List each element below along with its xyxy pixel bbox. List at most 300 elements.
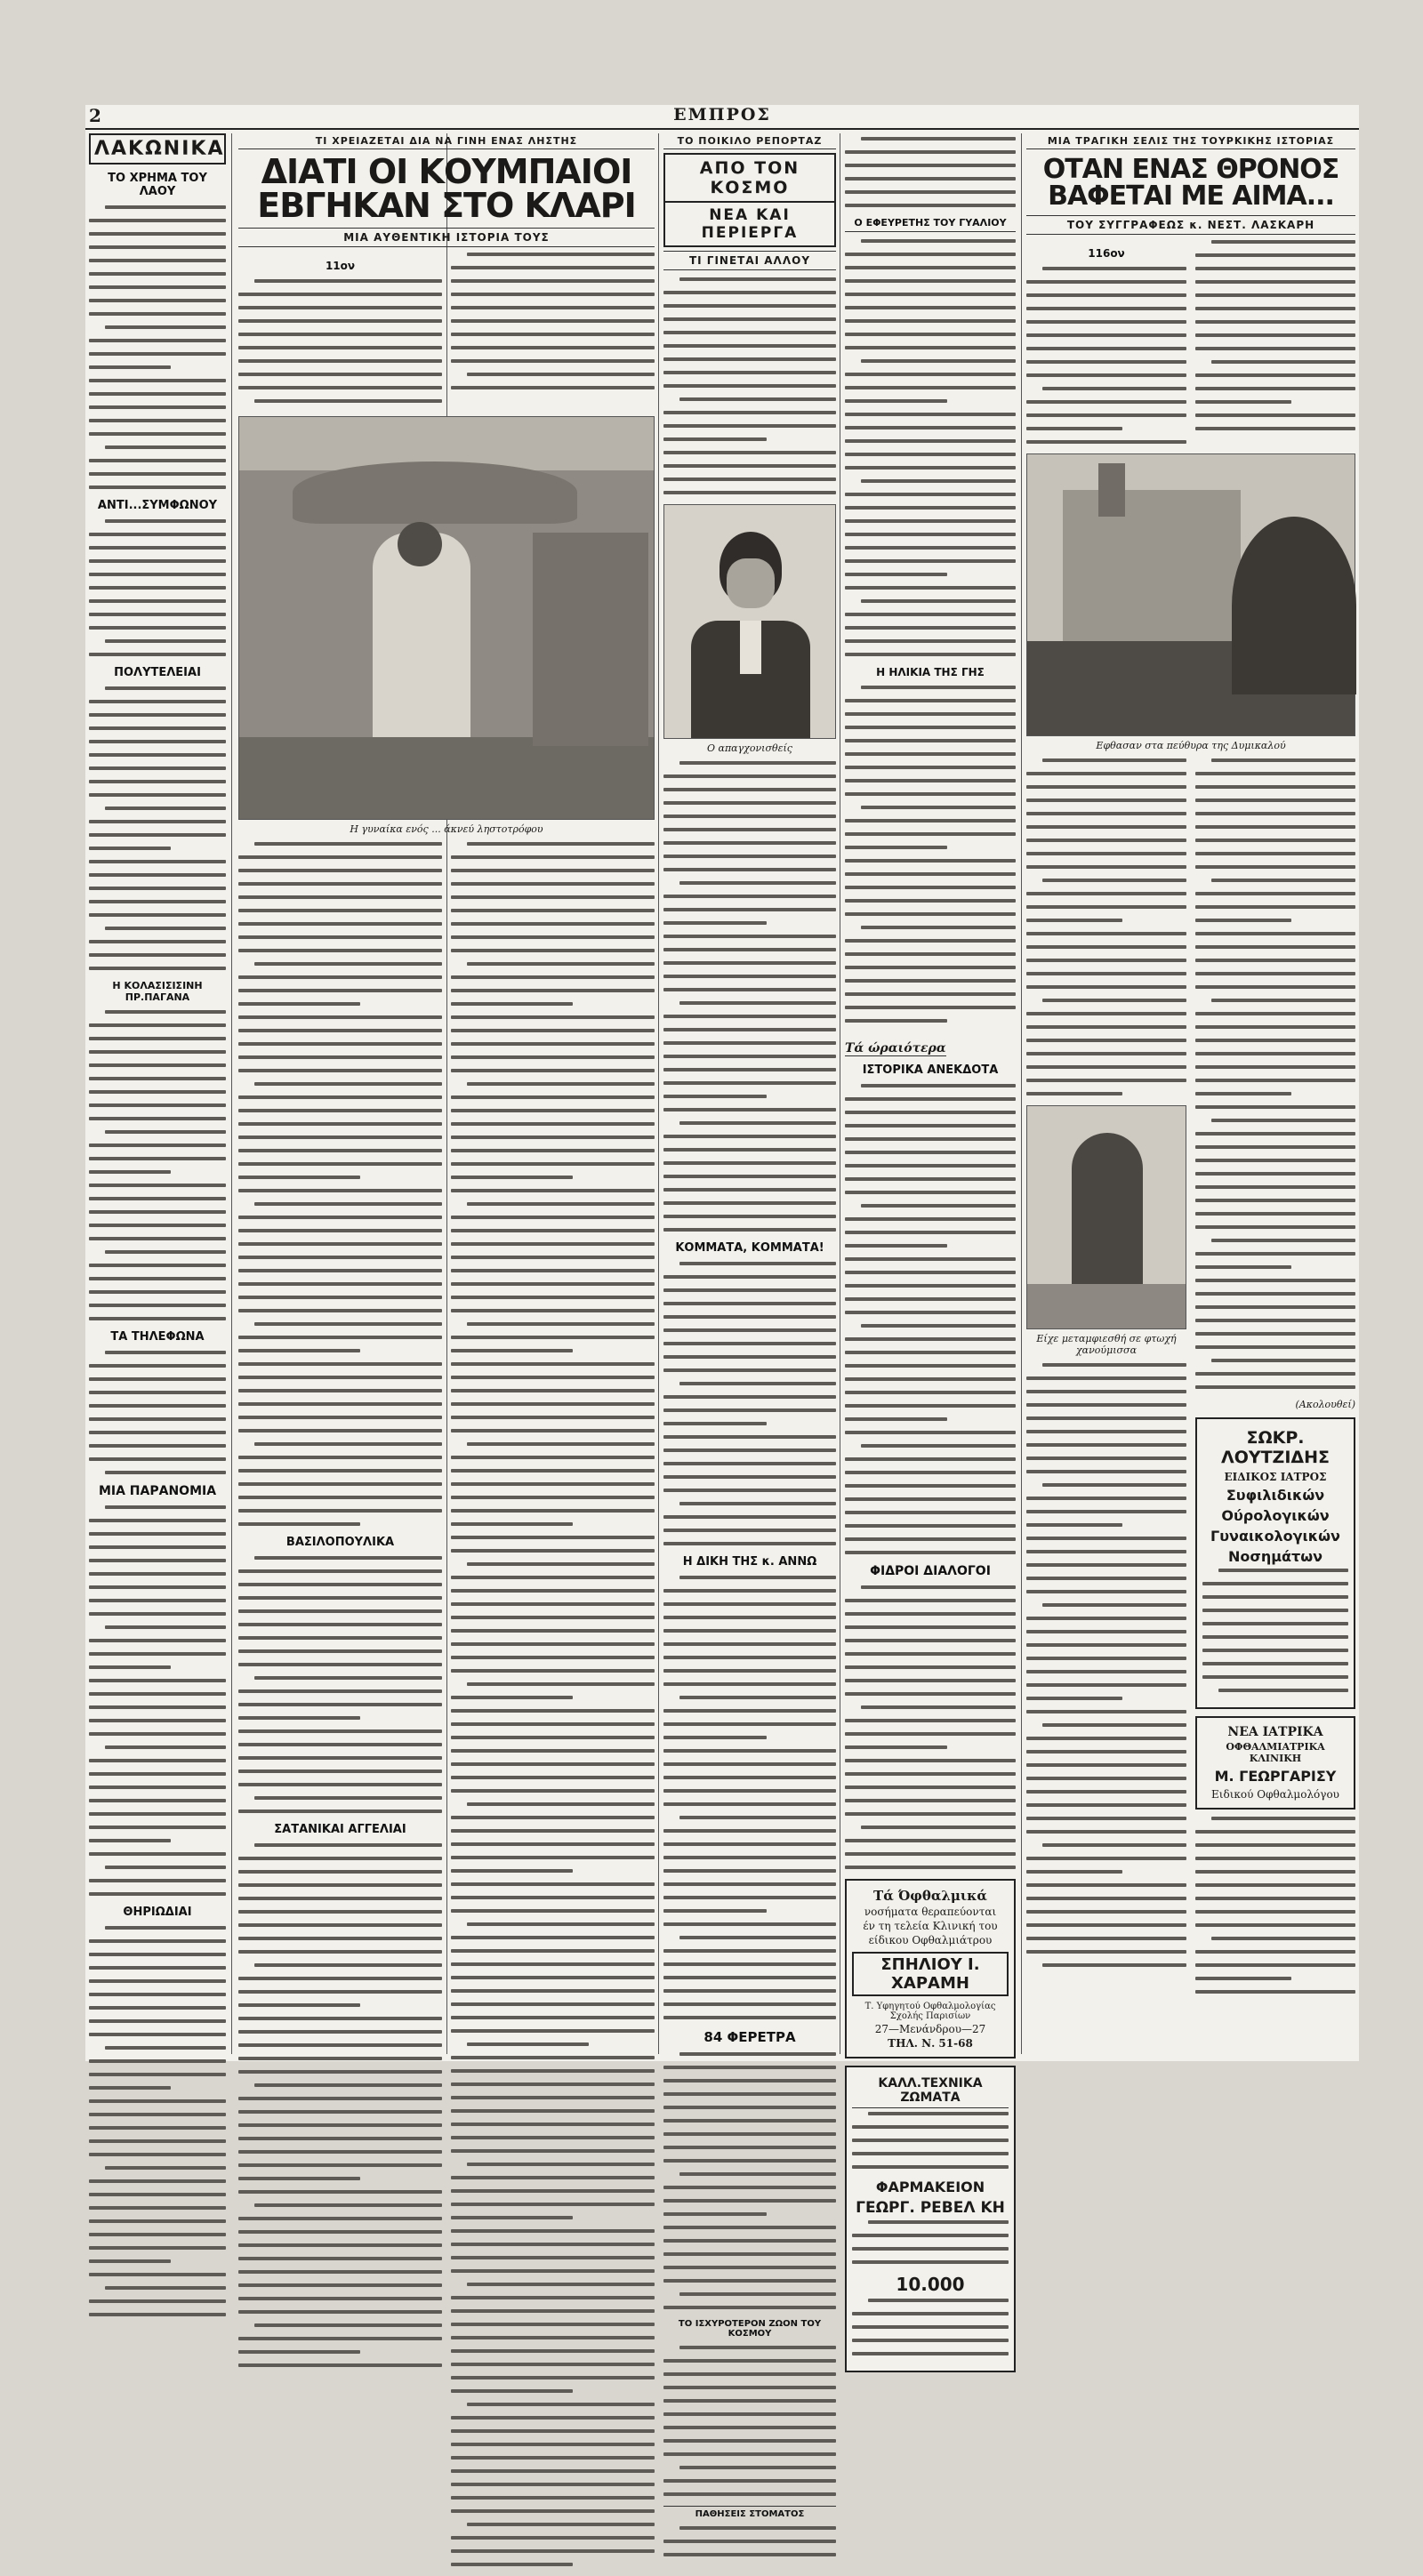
text-line <box>845 639 1016 643</box>
text-line <box>89 1063 226 1067</box>
article-heading: ΤΟ ΙΣΧΥΡΟΤΕΡΟΝ ΖΩΟΝ ΤΟΥ ΚΟΣΜΟΥ <box>678 2319 822 2339</box>
section-label: Τά ώραιότερα <box>845 1041 946 1055</box>
chapter-number: 11ον <box>325 260 356 272</box>
text-line <box>451 279 655 283</box>
text-line <box>845 752 1016 756</box>
text-line <box>451 2149 655 2153</box>
text-line <box>105 1130 226 1134</box>
text-line <box>663 1829 836 1833</box>
text-line <box>238 1883 442 1887</box>
photo-woman <box>238 416 655 820</box>
text-line <box>238 869 442 872</box>
text-line <box>451 2549 655 2553</box>
text-line <box>451 1069 655 1072</box>
text-line <box>845 586 1016 590</box>
text-line <box>845 177 1016 181</box>
text-line <box>238 2043 442 2047</box>
text-line <box>1026 1857 1186 1860</box>
text-line <box>238 1189 442 1192</box>
text-line <box>467 1922 655 1926</box>
ad-name: ΣΠΗΛΙΟΥ Ι. ΧΑΡΑΜΗ <box>852 1952 1009 1996</box>
text-line <box>89 653 226 656</box>
text-line <box>105 1866 226 1869</box>
text-line <box>663 2426 836 2429</box>
text-line <box>105 205 226 209</box>
text-line <box>89 459 226 462</box>
text-line <box>1195 1830 1355 1834</box>
text-line <box>451 1362 655 1366</box>
text-line <box>663 1656 836 1659</box>
text-line <box>1211 1359 1355 1362</box>
text-line <box>451 1242 655 1246</box>
ad-line: Γυναικολογικών <box>1210 1528 1340 1545</box>
text-line <box>89 2033 226 2036</box>
text-line <box>845 204 1016 207</box>
text-line <box>451 2429 655 2433</box>
text-line <box>679 397 836 401</box>
text-line <box>451 2216 573 2219</box>
text-line <box>861 1324 1016 1328</box>
text-line <box>89 873 226 877</box>
ad-line: είδικου Οφθαλμιάτρου <box>868 1934 993 1946</box>
text-line <box>1195 307 1355 310</box>
text-line <box>89 1317 226 1320</box>
text-line <box>89 299 226 302</box>
ad-line: ΦΑΡΜΑΚΕΙΟΝ <box>875 2179 985 2195</box>
text-line <box>89 339 226 342</box>
text-line <box>89 1979 226 1983</box>
text-line <box>845 1019 947 1023</box>
text-line <box>451 2203 655 2206</box>
text-line <box>238 1716 360 1720</box>
text-line <box>238 1769 442 1773</box>
text-line <box>1211 879 1355 882</box>
text-line <box>1026 1390 1186 1393</box>
text-line <box>1026 812 1186 815</box>
text-line <box>467 2403 655 2406</box>
text-line <box>238 1416 442 1419</box>
text-line <box>663 1302 836 1305</box>
text-line <box>254 399 442 403</box>
text-line <box>845 792 1016 796</box>
text-line <box>1026 852 1186 855</box>
text-line <box>89 1532 226 1536</box>
text-line <box>467 2283 655 2286</box>
text-line <box>451 1229 655 1232</box>
text-line <box>845 493 1016 496</box>
text-line <box>1026 307 1186 310</box>
text-line <box>1026 1630 1186 1633</box>
text-line <box>1042 1603 1186 1607</box>
text-line <box>1195 785 1355 789</box>
text-line <box>1195 1199 1355 1202</box>
text-line <box>1026 347 1186 350</box>
text-line <box>467 1322 655 1326</box>
article-heading: ΚΟΜΜΑΤΑ, ΚΟΜΜΑΤΑ! <box>675 1241 824 1255</box>
article-text <box>238 279 442 403</box>
text-line <box>1195 400 1291 404</box>
text-line <box>1026 1376 1186 1380</box>
text-line <box>1026 1577 1186 1580</box>
text-line <box>663 1081 836 1085</box>
text-line <box>89 312 226 316</box>
text-line <box>1195 1963 1355 1967</box>
text-line <box>845 164 1016 167</box>
text-line <box>89 1197 226 1200</box>
text-line <box>1211 999 1355 1002</box>
text-line <box>1026 1497 1186 1500</box>
text-line <box>679 2292 836 2296</box>
article-text <box>238 1843 442 2367</box>
text-line <box>89 2126 226 2130</box>
text-line <box>1042 1963 1186 1967</box>
text-line <box>89 1457 226 1461</box>
text-line <box>451 1015 655 1019</box>
text-line <box>451 1269 655 1272</box>
text-line <box>238 1783 442 1786</box>
text-line <box>467 962 655 966</box>
text-line <box>663 304 836 308</box>
text-line <box>663 1909 767 1913</box>
text-line <box>89 1077 226 1080</box>
text-line <box>451 359 655 363</box>
text-line <box>1026 1870 1122 1874</box>
text-line <box>238 1583 442 1586</box>
text-line <box>467 373 655 376</box>
text-line <box>451 949 655 952</box>
text-line <box>1026 373 1186 377</box>
text-line <box>1042 879 1186 882</box>
text-line <box>89 700 226 703</box>
text-line <box>105 807 226 810</box>
article-text <box>663 2052 836 2309</box>
text-line <box>89 2219 226 2223</box>
text-line <box>238 333 442 336</box>
photo-caption: Ο απαγχονισθείς <box>707 742 792 754</box>
text-line <box>663 2252 836 2256</box>
text-line <box>663 1529 836 1532</box>
text-line <box>663 1989 836 1993</box>
text-line <box>663 1762 836 1766</box>
text-line <box>845 1612 1016 1616</box>
text-line <box>1211 1239 1355 1242</box>
text-line <box>1026 972 1186 975</box>
text-line <box>1195 852 1355 855</box>
text-line <box>451 1109 655 1112</box>
text-line <box>89 472 226 476</box>
text-line <box>1195 1870 1355 1874</box>
text-line <box>105 519 226 523</box>
text-line <box>89 1719 226 1722</box>
text-line <box>238 2217 442 2220</box>
text-line <box>1195 1345 1355 1349</box>
text-line <box>89 1572 226 1576</box>
article-text <box>663 2346 836 2496</box>
text-line <box>868 2112 1009 2115</box>
text-line <box>451 1522 573 1526</box>
text-line <box>1211 240 1355 244</box>
text-line <box>238 1609 442 1613</box>
text-line <box>238 2190 442 2194</box>
column-various <box>845 133 1016 2295</box>
text-line <box>845 1284 1016 1288</box>
text-line <box>663 2186 836 2189</box>
text-line <box>663 1789 836 1793</box>
text-line <box>1026 1803 1186 1807</box>
text-line <box>451 1469 655 1473</box>
text-line <box>89 2259 171 2263</box>
text-line <box>1026 413 1186 417</box>
text-line <box>1195 1897 1355 1900</box>
text-line <box>852 2139 1009 2142</box>
text-line <box>845 699 1016 702</box>
text-line <box>238 1095 442 1099</box>
text-line <box>451 1122 655 1126</box>
text-line <box>451 386 655 389</box>
text-line <box>238 1242 442 1246</box>
text-line <box>1026 959 1186 962</box>
text-line <box>845 1377 1016 1381</box>
text-line <box>238 935 442 939</box>
text-line <box>845 739 1016 742</box>
text-line <box>467 1202 655 1206</box>
text-line <box>845 1457 1016 1461</box>
text-line <box>861 806 1016 809</box>
text-line <box>663 437 767 441</box>
text-line <box>663 1315 836 1319</box>
text-line <box>451 2002 655 2006</box>
text-line <box>845 912 1016 916</box>
text-line <box>238 1176 360 1179</box>
text-line <box>238 2337 442 2340</box>
text-line <box>1195 1910 1355 1914</box>
text-line <box>238 2003 360 2007</box>
text-line <box>451 1989 655 1993</box>
text-line <box>663 1448 836 1452</box>
text-line <box>238 1136 442 1139</box>
text-line <box>467 2163 655 2166</box>
text-line <box>1042 999 1186 1002</box>
article-text <box>845 1084 1016 1554</box>
text-line <box>238 1376 442 1379</box>
text-line <box>861 137 1016 140</box>
text-line <box>1211 1937 1355 1940</box>
text-line <box>451 2176 655 2179</box>
feature-title: ΔΙΑΤΙ ΟΙ ΚΟΥΜΠΑΙΟΙ <box>261 152 632 191</box>
text-line <box>89 1224 226 1227</box>
text-line <box>238 293 442 296</box>
text-line <box>1026 1052 1186 1055</box>
feature-title: ΑΠΟ ΤΟΝ ΚΟΣΜΟ <box>663 153 836 203</box>
text-line <box>238 2177 360 2180</box>
text-line <box>663 2159 836 2163</box>
text-line <box>663 451 836 454</box>
text-line <box>238 1496 442 1499</box>
text-line <box>845 1271 1016 1274</box>
text-line <box>89 613 226 616</box>
text-line <box>238 1569 442 1573</box>
text-line <box>845 546 1016 550</box>
text-line <box>238 1977 442 1980</box>
text-line <box>254 962 442 966</box>
text-line <box>845 1337 1016 1341</box>
ad-text <box>852 2299 1009 2355</box>
text-line <box>451 2269 655 2273</box>
text-line <box>1202 1649 1348 1652</box>
feature-kicker: ΤΙ ΧΡΕΙΑΖΕΤΑΙ ΔΙΑ ΝΑ ΓΙΝΗ ΕΝΑΣ ΛΗΣΤΗΣ <box>238 133 655 149</box>
article-text <box>845 239 1016 656</box>
text-line <box>845 872 1016 876</box>
text-line <box>845 1551 1016 1554</box>
text-line <box>1195 1039 1355 1042</box>
text-line <box>451 2536 655 2540</box>
article-heading: Ο ΕΦΕΥΡΕΤΗΣ ΤΟΥ ΓΥΑΛΙΟΥ <box>845 217 1016 232</box>
ad-line: Ούρολογικών <box>1221 1507 1330 1524</box>
text-line <box>679 1576 836 1579</box>
text-line <box>1218 1689 1348 1692</box>
text-line <box>238 2057 442 2060</box>
text-line <box>451 1162 655 1166</box>
text-line <box>679 1262 836 1265</box>
text-line <box>238 386 442 389</box>
text-line <box>89 2206 226 2210</box>
text-line <box>663 1028 836 1031</box>
text-line <box>845 1799 1016 1802</box>
text-line <box>89 533 226 536</box>
text-line <box>89 913 226 917</box>
text-line <box>451 1896 655 1899</box>
continued-note: (Ακολουθεί) <box>1295 1399 1355 1410</box>
column-lakonika <box>89 133 226 2054</box>
text-line <box>238 319 442 323</box>
text-line <box>238 1596 442 1600</box>
text-line <box>105 1250 226 1254</box>
text-line <box>89 1879 226 1882</box>
text-line <box>663 2239 836 2243</box>
text-line <box>451 1216 655 1219</box>
text-line <box>105 927 226 930</box>
text-line <box>89 1157 226 1160</box>
text-line <box>238 1429 442 1432</box>
text-line <box>89 2233 226 2236</box>
text-line <box>845 1417 947 1421</box>
ad-line: Τά Όφθαλμικά <box>873 1888 987 1904</box>
text-line <box>451 2069 655 2073</box>
text-line <box>1195 1385 1355 1389</box>
text-line <box>451 1416 655 1419</box>
text-line <box>663 2439 836 2443</box>
text-line <box>1026 1092 1122 1095</box>
text-line <box>1026 1883 1186 1887</box>
text-line <box>663 1068 836 1071</box>
text-line <box>852 2325 1009 2329</box>
text-line <box>845 1839 1016 1842</box>
text-line <box>238 1042 442 1046</box>
feature-subtitle: ΜΙΑ ΑΥΘΕΝΤΙΚΗ ΙΣΤΟΡΙΑ ΤΟΥΣ <box>238 228 655 247</box>
text-line <box>238 1002 360 1006</box>
text-line <box>238 2350 360 2354</box>
text-line <box>845 453 1016 456</box>
text-line <box>89 766 226 770</box>
text-line <box>451 882 655 886</box>
text-line <box>238 373 442 376</box>
text-line <box>1026 932 1186 935</box>
text-line <box>861 599 1016 603</box>
text-line <box>451 1856 655 1859</box>
feature-kicker: ΤΟ ΠΟΙΚΙΛΟ ΡΕΠΟΡΤΑΖ <box>663 133 836 149</box>
text-line <box>254 1796 442 1800</box>
feature-thronos <box>1026 133 1355 2054</box>
text-line <box>852 2247 1009 2251</box>
text-line <box>1195 772 1355 775</box>
text-line <box>89 1444 226 1448</box>
article-text <box>238 1556 442 1813</box>
text-line <box>238 2017 442 2020</box>
text-line <box>1195 1079 1355 1082</box>
text-line <box>1195 919 1291 922</box>
text-line <box>1026 1079 1186 1082</box>
text-line <box>1195 347 1355 350</box>
text-line <box>845 1191 1016 1194</box>
text-line <box>89 2113 226 2116</box>
text-line <box>1026 785 1186 789</box>
text-line <box>1042 1723 1186 1727</box>
text-line <box>467 2042 589 2046</box>
text-line <box>1195 1145 1355 1149</box>
text-line <box>1195 413 1355 417</box>
text-line <box>845 1297 1016 1301</box>
text-line <box>451 1696 573 1699</box>
text-line <box>89 405 226 409</box>
text-line <box>861 686 1016 689</box>
article-text <box>451 253 655 389</box>
text-line <box>89 1772 226 1776</box>
text-line <box>852 2165 1009 2169</box>
text-line <box>1026 1416 1186 1420</box>
text-line <box>663 1462 836 1465</box>
text-line <box>1026 1523 1122 1527</box>
text-line <box>1195 1279 1355 1282</box>
text-line <box>845 466 1016 469</box>
text-line <box>451 266 655 269</box>
text-line <box>1202 1622 1348 1625</box>
text-line <box>663 1722 836 1726</box>
text-line <box>1195 1265 1291 1269</box>
text-line <box>845 1257 1016 1261</box>
text-line <box>238 2150 442 2154</box>
text-line <box>845 939 1016 943</box>
text-line <box>663 371 836 374</box>
text-line <box>663 2386 836 2389</box>
text-line <box>1042 1843 1186 1847</box>
article-heading: ΦΙΔΡΟΙ ΔΙΑΛΟΓΟΙ <box>870 1564 991 1578</box>
text-line <box>451 1309 655 1312</box>
text-line <box>663 1475 836 1479</box>
text-line <box>238 2257 442 2260</box>
text-line <box>1195 1332 1355 1336</box>
text-line <box>845 779 1016 782</box>
text-line <box>238 1623 442 1626</box>
text-line <box>89 1892 226 1896</box>
text-line <box>845 1431 1016 1434</box>
text-line <box>89 1023 226 1027</box>
text-line <box>663 788 836 791</box>
text-line <box>89 559 226 563</box>
text-line <box>89 1144 226 1147</box>
text-line <box>238 1362 442 1366</box>
text-line <box>845 979 1016 983</box>
text-line <box>861 1826 1016 1829</box>
